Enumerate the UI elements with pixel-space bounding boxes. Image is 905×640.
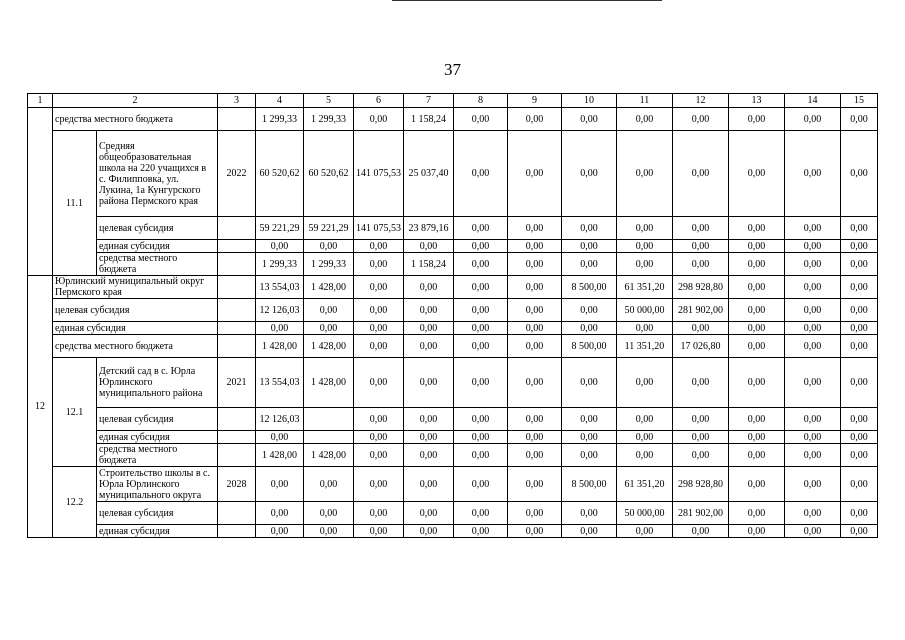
value-cell: 0,00: [617, 444, 673, 467]
value-cell: 0,00: [617, 431, 673, 444]
value-cell: 1 299,33: [256, 108, 304, 131]
value-cell: 0,00: [617, 358, 673, 408]
value-cell: 0,00: [454, 408, 508, 431]
value-cell: 0,00: [454, 240, 508, 253]
value-cell: 0,00: [304, 299, 354, 322]
value-cell: 8 500,00: [562, 276, 617, 299]
value-cell: 0,00: [841, 467, 878, 502]
value-cell: 50 000,00: [617, 502, 673, 525]
value-cell: 0,00: [304, 502, 354, 525]
value-cell: 0,00: [454, 335, 508, 358]
value-cell: 0,00: [508, 358, 562, 408]
header-cell: 1: [28, 94, 53, 108]
value-cell: 0,00: [508, 131, 562, 217]
row-label-cell: Юрлинский муниципальный округ Пермского края: [53, 276, 218, 299]
value-cell: 59 221,29: [304, 217, 354, 240]
row-code-cell: 12.2: [53, 467, 97, 538]
value-cell: 59 221,29: [256, 217, 304, 240]
year-cell: [218, 276, 256, 299]
value-cell: 0,00: [508, 217, 562, 240]
year-cell: [218, 525, 256, 538]
header-cell: 14: [785, 94, 841, 108]
value-cell: 0,00: [729, 431, 785, 444]
value-cell: 0,00: [256, 467, 304, 502]
value-cell: 0,00: [673, 431, 729, 444]
value-cell: 0,00: [562, 131, 617, 217]
year-cell: [218, 431, 256, 444]
row-code-cell: 12: [28, 276, 53, 538]
value-cell: 0,00: [354, 444, 404, 467]
year-cell: [218, 253, 256, 276]
header-cell: 2: [53, 94, 218, 108]
value-cell: 0,00: [454, 322, 508, 335]
value-cell: 0,00: [508, 253, 562, 276]
row-label-cell: средства местного бюджета: [53, 335, 218, 358]
value-cell: 0,00: [354, 253, 404, 276]
value-cell: 0,00: [454, 467, 508, 502]
header-cell: 5: [304, 94, 354, 108]
value-cell: 0,00: [454, 276, 508, 299]
value-cell: 0,00: [841, 276, 878, 299]
header-cell: 3: [218, 94, 256, 108]
value-cell: 0,00: [841, 431, 878, 444]
value-cell: 0,00: [304, 467, 354, 502]
value-cell: 0,00: [785, 276, 841, 299]
header-cell: 15: [841, 94, 878, 108]
value-cell: 0,00: [785, 335, 841, 358]
header-cell: 11: [617, 94, 673, 108]
value-cell: 0,00: [354, 525, 404, 538]
value-cell: 0,00: [729, 276, 785, 299]
value-cell: 0,00: [673, 444, 729, 467]
row-label-cell: целевая субсидия: [97, 502, 218, 525]
page-number: 37: [444, 60, 461, 79]
value-cell: 0,00: [404, 335, 454, 358]
value-cell: 0,00: [673, 525, 729, 538]
table-row: [28, 335, 878, 358]
header-cell: 7: [404, 94, 454, 108]
value-cell: 0,00: [454, 358, 508, 408]
header-cell: 9: [508, 94, 562, 108]
row-label-cell: единая субсидия: [97, 525, 218, 538]
table-row: [28, 502, 878, 525]
row-label-cell: средства местного бюджета: [97, 253, 218, 276]
value-cell: 0,00: [785, 217, 841, 240]
value-cell: 8 500,00: [562, 335, 617, 358]
year-cell: [218, 108, 256, 131]
header-cell: 6: [354, 94, 404, 108]
value-cell: 0,00: [304, 525, 354, 538]
year-cell: [218, 408, 256, 431]
value-cell: 0,00: [354, 358, 404, 408]
top-rule: [392, 0, 662, 1]
value-cell: 0,00: [729, 444, 785, 467]
value-cell: 17 026,80: [673, 335, 729, 358]
value-cell: 0,00: [673, 253, 729, 276]
table-row: [28, 525, 878, 538]
value-cell: 0,00: [785, 408, 841, 431]
row-label-cell: средства местного бюджета: [53, 108, 218, 131]
table-row: [28, 240, 878, 253]
value-cell: 0,00: [785, 358, 841, 408]
value-cell: 0,00: [404, 525, 454, 538]
value-cell: 1 299,33: [256, 253, 304, 276]
value-cell: 0,00: [673, 240, 729, 253]
row-label-cell: целевая субсидия: [53, 299, 218, 322]
value-cell: 0,00: [841, 525, 878, 538]
year-cell: 2022: [218, 131, 256, 217]
row-label-cell: единая субсидия: [97, 431, 218, 444]
value-cell: 11 351,20: [617, 335, 673, 358]
value-cell: 0,00: [256, 502, 304, 525]
value-cell: 1 299,33: [304, 253, 354, 276]
value-cell: 0,00: [508, 525, 562, 538]
table-row: [28, 358, 878, 408]
value-cell: 0,00: [841, 408, 878, 431]
value-cell: 0,00: [841, 253, 878, 276]
value-cell: 0,00: [256, 322, 304, 335]
table-row: [28, 322, 878, 335]
value-cell: 0,00: [785, 253, 841, 276]
value-cell: 0,00: [729, 299, 785, 322]
year-cell: [218, 444, 256, 467]
value-cell: 281 902,00: [673, 502, 729, 525]
value-cell: 25 037,40: [404, 131, 454, 217]
value-cell: 1 158,24: [404, 253, 454, 276]
value-cell: 0,00: [404, 467, 454, 502]
value-cell: 0,00: [841, 240, 878, 253]
header-cell: 10: [562, 94, 617, 108]
row-label-cell: единая субсидия: [53, 322, 218, 335]
value-cell: 141 075,53: [354, 131, 404, 217]
value-cell: 0,00: [729, 335, 785, 358]
value-cell: 0,00: [354, 108, 404, 131]
year-cell: [218, 217, 256, 240]
value-cell: 0,00: [785, 467, 841, 502]
table-row: [28, 131, 878, 217]
value-cell: 61 351,20: [617, 467, 673, 502]
value-cell: 0,00: [729, 240, 785, 253]
value-cell: 0,00: [729, 502, 785, 525]
value-cell: 0,00: [454, 444, 508, 467]
value-cell: 1 428,00: [304, 358, 354, 408]
value-cell: 298 928,80: [673, 276, 729, 299]
value-cell: 0,00: [841, 444, 878, 467]
table-row: [28, 408, 878, 431]
value-cell: 0,00: [729, 253, 785, 276]
row-label-cell: целевая субсидия: [97, 217, 218, 240]
year-cell: 2021: [218, 358, 256, 408]
table-row: [28, 444, 878, 467]
value-cell: 0,00: [841, 358, 878, 408]
value-cell: 0,00: [729, 322, 785, 335]
value-cell: 0,00: [508, 502, 562, 525]
value-cell: 0,00: [404, 276, 454, 299]
value-cell: 0,00: [454, 253, 508, 276]
value-cell: 281 902,00: [673, 299, 729, 322]
row-label-cell: Детский сад в с. Юрла Юрлинского муниципального района: [97, 358, 218, 408]
value-cell: 0,00: [562, 502, 617, 525]
value-cell: 0,00: [673, 217, 729, 240]
value-cell: 1 428,00: [304, 444, 354, 467]
table-row: [28, 108, 878, 131]
value-cell: 0,00: [617, 131, 673, 217]
value-cell: 0,00: [841, 502, 878, 525]
value-cell: 0,00: [562, 322, 617, 335]
value-cell: 0,00: [841, 335, 878, 358]
value-cell: 0,00: [354, 240, 404, 253]
value-cell: 0,00: [404, 431, 454, 444]
value-cell: 0,00: [673, 322, 729, 335]
value-cell: 0,00: [404, 240, 454, 253]
value-cell: 0,00: [673, 358, 729, 408]
table-row: [28, 467, 878, 502]
header-cell: 12: [673, 94, 729, 108]
value-cell: 0,00: [508, 240, 562, 253]
value-cell: 0,00: [785, 322, 841, 335]
value-cell: 0,00: [354, 299, 404, 322]
value-cell: 0,00: [785, 431, 841, 444]
value-cell: 0,00: [617, 108, 673, 131]
value-cell: 0,00: [562, 358, 617, 408]
value-cell: 0,00: [785, 299, 841, 322]
value-cell: 0,00: [841, 131, 878, 217]
blank-cell: [28, 108, 53, 276]
table-row: [28, 299, 878, 322]
value-cell: 0,00: [404, 502, 454, 525]
value-cell: 0,00: [729, 217, 785, 240]
table-row: [28, 431, 878, 444]
row-label-cell: целевая субсидия: [97, 408, 218, 431]
value-cell: 0,00: [454, 525, 508, 538]
row-code-cell: 11.1: [53, 131, 97, 276]
value-cell: 0,00: [562, 431, 617, 444]
value-cell: 0,00: [354, 408, 404, 431]
header-row: [28, 94, 878, 108]
value-cell: 0,00: [354, 276, 404, 299]
value-cell: 0,00: [354, 431, 404, 444]
value-cell: 50 000,00: [617, 299, 673, 322]
value-cell: 60 520,62: [256, 131, 304, 217]
row-label-cell: Строительство школы в с. Юрла Юрлинского муниципального округа: [97, 467, 218, 502]
value-cell: 0,00: [617, 322, 673, 335]
value-cell: 0,00: [673, 131, 729, 217]
value-cell: 0,00: [729, 108, 785, 131]
value-cell: 0,00: [508, 108, 562, 131]
value-cell: 0,00: [729, 467, 785, 502]
table-row: [28, 253, 878, 276]
value-cell: 141 075,53: [354, 217, 404, 240]
value-cell: 0,00: [673, 408, 729, 431]
value-cell: 0,00: [562, 525, 617, 538]
value-cell: 0,00: [256, 525, 304, 538]
header-cell: 4: [256, 94, 304, 108]
value-cell: 298 928,80: [673, 467, 729, 502]
row-label-cell: Средняя общеобразовательная школа на 220 учащихся в с. Филипповка, ул. Лукина, 1а Кунгурского района Пермского края: [97, 131, 218, 217]
value-cell: 0,00: [841, 322, 878, 335]
value-cell: 0,00: [354, 322, 404, 335]
year-cell: [218, 502, 256, 525]
value-cell: 13 554,03: [256, 358, 304, 408]
value-cell: 0,00: [841, 108, 878, 131]
value-cell: 0,00: [785, 502, 841, 525]
value-cell: [304, 408, 354, 431]
value-cell: 0,00: [785, 444, 841, 467]
value-cell: 0,00: [617, 408, 673, 431]
value-cell: 0,00: [841, 217, 878, 240]
year-cell: [218, 240, 256, 253]
value-cell: 0,00: [454, 431, 508, 444]
value-cell: 0,00: [562, 408, 617, 431]
year-cell: [218, 322, 256, 335]
value-cell: 13 554,03: [256, 276, 304, 299]
value-cell: 0,00: [404, 322, 454, 335]
value-cell: 0,00: [785, 131, 841, 217]
table-row: [28, 217, 878, 240]
value-cell: 0,00: [508, 467, 562, 502]
value-cell: 0,00: [508, 431, 562, 444]
value-cell: 0,00: [454, 217, 508, 240]
value-cell: 1 299,33: [304, 108, 354, 131]
value-cell: 0,00: [785, 240, 841, 253]
row-label-cell: единая субсидия: [97, 240, 218, 253]
value-cell: 0,00: [729, 131, 785, 217]
value-cell: 0,00: [508, 299, 562, 322]
value-cell: 0,00: [404, 358, 454, 408]
value-cell: 0,00: [354, 467, 404, 502]
value-cell: 0,00: [508, 335, 562, 358]
budget-table: [27, 93, 878, 538]
value-cell: 0,00: [562, 299, 617, 322]
value-cell: 0,00: [617, 240, 673, 253]
table-row: [28, 276, 878, 299]
value-cell: 0,00: [508, 276, 562, 299]
value-cell: 0,00: [562, 444, 617, 467]
value-cell: 0,00: [785, 108, 841, 131]
value-cell: 8 500,00: [562, 467, 617, 502]
row-label-cell: средства местного бюджета: [97, 444, 218, 467]
value-cell: 0,00: [454, 299, 508, 322]
value-cell: 0,00: [256, 431, 304, 444]
value-cell: 0,00: [841, 299, 878, 322]
value-cell: 0,00: [404, 408, 454, 431]
value-cell: 23 879,16: [404, 217, 454, 240]
value-cell: 0,00: [454, 131, 508, 217]
value-cell: 0,00: [673, 108, 729, 131]
value-cell: 0,00: [617, 525, 673, 538]
year-cell: 2028: [218, 467, 256, 502]
value-cell: 61 351,20: [617, 276, 673, 299]
value-cell: 0,00: [617, 217, 673, 240]
value-cell: 0,00: [562, 217, 617, 240]
value-cell: 0,00: [508, 322, 562, 335]
value-cell: 0,00: [508, 444, 562, 467]
value-cell: 0,00: [404, 444, 454, 467]
value-cell: [304, 431, 354, 444]
value-cell: 1 428,00: [304, 335, 354, 358]
value-cell: 0,00: [404, 299, 454, 322]
value-cell: 0,00: [454, 502, 508, 525]
value-cell: 0,00: [256, 240, 304, 253]
value-cell: 1 428,00: [256, 444, 304, 467]
row-code-cell: 12.1: [53, 358, 97, 467]
value-cell: 12 126,03: [256, 408, 304, 431]
value-cell: 0,00: [354, 335, 404, 358]
value-cell: 0,00: [562, 108, 617, 131]
value-cell: 0,00: [304, 322, 354, 335]
value-cell: 0,00: [454, 108, 508, 131]
value-cell: 1 428,00: [256, 335, 304, 358]
value-cell: 0,00: [304, 240, 354, 253]
value-cell: 0,00: [729, 525, 785, 538]
year-cell: [218, 299, 256, 322]
value-cell: 0,00: [729, 358, 785, 408]
value-cell: 60 520,62: [304, 131, 354, 217]
value-cell: 0,00: [617, 253, 673, 276]
value-cell: 1 428,00: [304, 276, 354, 299]
value-cell: 0,00: [508, 408, 562, 431]
value-cell: 0,00: [354, 502, 404, 525]
year-cell: [218, 335, 256, 358]
value-cell: 0,00: [729, 408, 785, 431]
value-cell: 1 158,24: [404, 108, 454, 131]
header-cell: 13: [729, 94, 785, 108]
header-cell: 8: [454, 94, 508, 108]
value-cell: 0,00: [785, 525, 841, 538]
value-cell: 12 126,03: [256, 299, 304, 322]
value-cell: 0,00: [562, 253, 617, 276]
value-cell: 0,00: [562, 240, 617, 253]
